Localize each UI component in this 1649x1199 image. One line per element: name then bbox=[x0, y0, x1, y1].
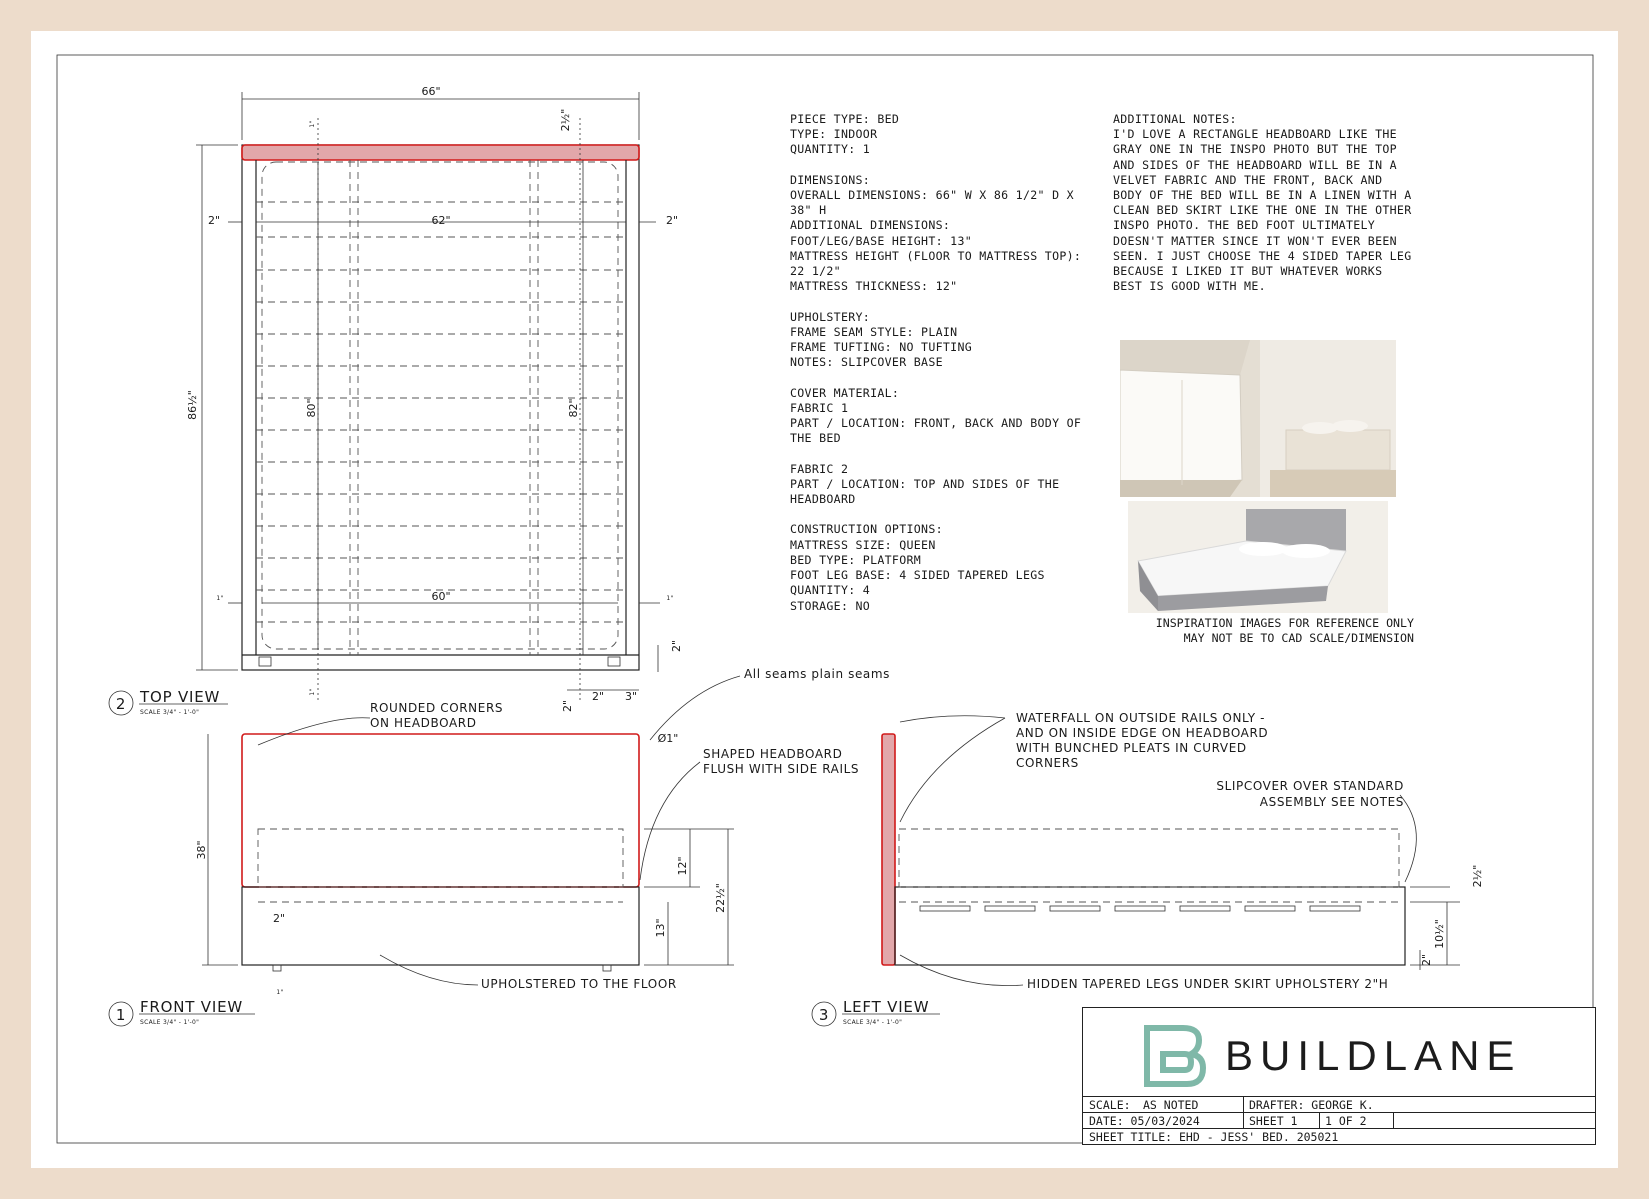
inspiration-caption: INSPIRATION IMAGES FOR REFERENCE ONLY MAY NOT BE TO CAD SCALE/DIMENSION bbox=[1155, 616, 1414, 646]
left-view-number: 3 bbox=[818, 1006, 830, 1024]
front-view-scale: SCALE 3/4" - 1'-0" bbox=[140, 1019, 200, 1026]
callout-hidden-legs: HIDDEN TAPERED LEGS UNDER SKIRT UPHOLSTERY 2"H bbox=[1027, 977, 1389, 991]
dim-leg-offset: 2" bbox=[591, 690, 605, 703]
dim-rail-offset: 2" bbox=[670, 639, 683, 653]
left-view-scale: SCALE 3/4" - 1'-0" bbox=[843, 1019, 903, 1026]
dim-leg-inset: 2" bbox=[561, 699, 574, 713]
dim-left-leg: 2" bbox=[1420, 953, 1433, 967]
callout-shaped-headboard: SHAPED HEADBOARD FLUSH WITH SIDE RAILS bbox=[703, 747, 860, 776]
title-block bbox=[1082, 1007, 1596, 1145]
top-view-title: TOP VIEW bbox=[140, 688, 221, 706]
headboard-side bbox=[882, 734, 895, 965]
dim-mattress-thickness: 12" bbox=[676, 856, 689, 876]
sheet-title: SHEET TITLE: EHD - JESS' BED. 205021 bbox=[1089, 1130, 1339, 1144]
scale-value: AS NOTED bbox=[1143, 1098, 1199, 1112]
title-row-scale bbox=[1083, 1096, 1595, 1113]
dim-left-top: 2½" bbox=[1471, 864, 1484, 888]
front-view-number: 1 bbox=[115, 1006, 127, 1024]
dim-base-height: 13" bbox=[654, 918, 667, 938]
buildlane-logo-icon bbox=[1141, 1024, 1211, 1094]
callout-seams: All seams plain seams bbox=[744, 667, 891, 681]
dim-side-right: 2" bbox=[665, 214, 679, 227]
scale-label: SCALE: bbox=[1089, 1098, 1131, 1112]
callout-waterfall-3: WITH BUNCHED PLEATS IN CURVED bbox=[1016, 741, 1247, 755]
dim-front-leg: 2" bbox=[272, 912, 286, 925]
dim-gap-bottom: 1" bbox=[309, 688, 316, 696]
left-view-title: LEFT VIEW bbox=[843, 998, 930, 1016]
dim-mattress-height: 22½" bbox=[714, 883, 727, 913]
dim-side-left: 2" bbox=[207, 214, 221, 227]
drafter: DRAFTER: GEORGE K. bbox=[1249, 1098, 1374, 1112]
mattress-side bbox=[899, 829, 1399, 887]
dim-gap-top: 1" bbox=[309, 120, 316, 128]
spec-notes: PIECE TYPE: BED TYPE: INDOOR QUANTITY: 1 DIMENSIONS: OVERALL DIMENSIONS: 66" W X 86 1/2" D X 38" H ADDITIONAL DIMENSIONS: FOOT/LEG/BASE HEIGHT: 13" MATTRESS HEIGHT (FLOOR TO MATTRESS TOP): 22 1/2" MATTRESS THICKNESS: 12" UPHOLSTERY: FRAME SEAM STYLE: PLAIN FRAME TUFTING: NO TUFTING NOTES: SLIPCOVER BASE COVER MATERIAL: FABRIC 1 PART / LOCATION: FRONT, BACK AND BODY OF THE BED FABRIC 2 PART / LOCATION: TOP AND SIDES OF THE HEADBOARD CONSTRUCTION OPTIONS: MATTRESS SIZE: QUEEN BED TYPE: PLATFORM FOOT LEG BASE: 4 SIDED TAPERED LEGS QUANTITY: 4 STORAGE: NO bbox=[790, 112, 1082, 613]
front-view bbox=[109, 667, 890, 1026]
dim-leg-size: 3" bbox=[624, 690, 638, 703]
top-view bbox=[109, 85, 683, 716]
callout-slipcover-2: ASSEMBLY SEE NOTES bbox=[1259, 795, 1404, 809]
dim-radius: Ø1" bbox=[657, 732, 679, 745]
callout-upholstered: UPHOLSTERED TO THE FLOOR bbox=[481, 977, 677, 991]
dim-overall-depth: 86½" bbox=[186, 390, 199, 420]
bed-base-front bbox=[242, 887, 639, 965]
dim-inner-width: 62" bbox=[431, 214, 451, 227]
inspiration-photo-gray-bed bbox=[1128, 501, 1388, 613]
brand-name: BUILDLANE bbox=[1225, 1032, 1522, 1079]
headboard-top bbox=[242, 145, 639, 160]
callout-waterfall-4: CORNERS bbox=[1016, 756, 1079, 770]
additional-notes: ADDITIONAL NOTES: I'D LOVE A RECTANGLE HEADBOARD LIKE THE GRAY ONE IN THE INSPO PHOTO BUT THE TOP AND SIDES OF THE HEADBOARD WILL BE IN A VELVET FABRIC AND THE FRONT, BACK AND BODY OF THE BED WILL BE IN A LINEN WITH A CLEAN BED SKIRT LIKE THE ONE IN THE OTHER INSPO PHOTO. THE BED FOOT ULTIMATELY DOESN'T MATTER SINCE IT WON'T EVER BEEN SEEN. I JUST CHOOSE THE 4 SIDED TAPER LEG BECAUSE I LIKED IT BUT WHATEVER WORKS BEST IS GOOD WITH ME. bbox=[1113, 112, 1412, 294]
title-row-sheet-title bbox=[1083, 1128, 1595, 1145]
top-view-number: 2 bbox=[115, 695, 127, 713]
callout-waterfall-1: WATERFALL ON OUTSIDE RAILS ONLY - bbox=[1016, 711, 1266, 725]
callout-waterfall-2: AND ON INSIDE EDGE ON HEADBOARD bbox=[1016, 726, 1269, 740]
inspiration-photo-skirt bbox=[1120, 340, 1396, 497]
dim-mattress-length: 80" bbox=[305, 398, 318, 418]
dim-front-height: 38" bbox=[195, 840, 208, 860]
mattress-front bbox=[258, 829, 623, 887]
sheet-number: SHEET 1 bbox=[1249, 1114, 1298, 1128]
dim-gap-left: 1" bbox=[216, 595, 224, 602]
date: DATE: 05/03/2024 bbox=[1089, 1114, 1200, 1128]
dim-mattress-width: 60" bbox=[431, 590, 451, 603]
left-view bbox=[812, 711, 1484, 1026]
callout-slipcover-1: SLIPCOVER OVER STANDARD bbox=[1216, 779, 1404, 793]
callout-rounded-corners-1: ROUNDED CORNERS ON HEADBOARD bbox=[370, 701, 504, 730]
dim-gap-right: 1" bbox=[666, 595, 674, 602]
title-row-date bbox=[1083, 1112, 1595, 1129]
bed-base-side bbox=[895, 887, 1405, 965]
dim-left-height: 10½" bbox=[1433, 919, 1446, 949]
sheet-of: 1 OF 2 bbox=[1325, 1114, 1367, 1128]
dim-front-foot: 1" bbox=[276, 989, 284, 996]
dim-inner-length: 82" bbox=[567, 398, 580, 418]
top-view-scale: SCALE 3/4" - 1'-0" bbox=[140, 709, 200, 716]
dim-headboard-depth: 2½" bbox=[559, 108, 572, 132]
headboard-front bbox=[242, 734, 639, 887]
dim-overall-width: 66" bbox=[421, 85, 441, 98]
front-view-title: FRONT VIEW bbox=[140, 998, 244, 1016]
